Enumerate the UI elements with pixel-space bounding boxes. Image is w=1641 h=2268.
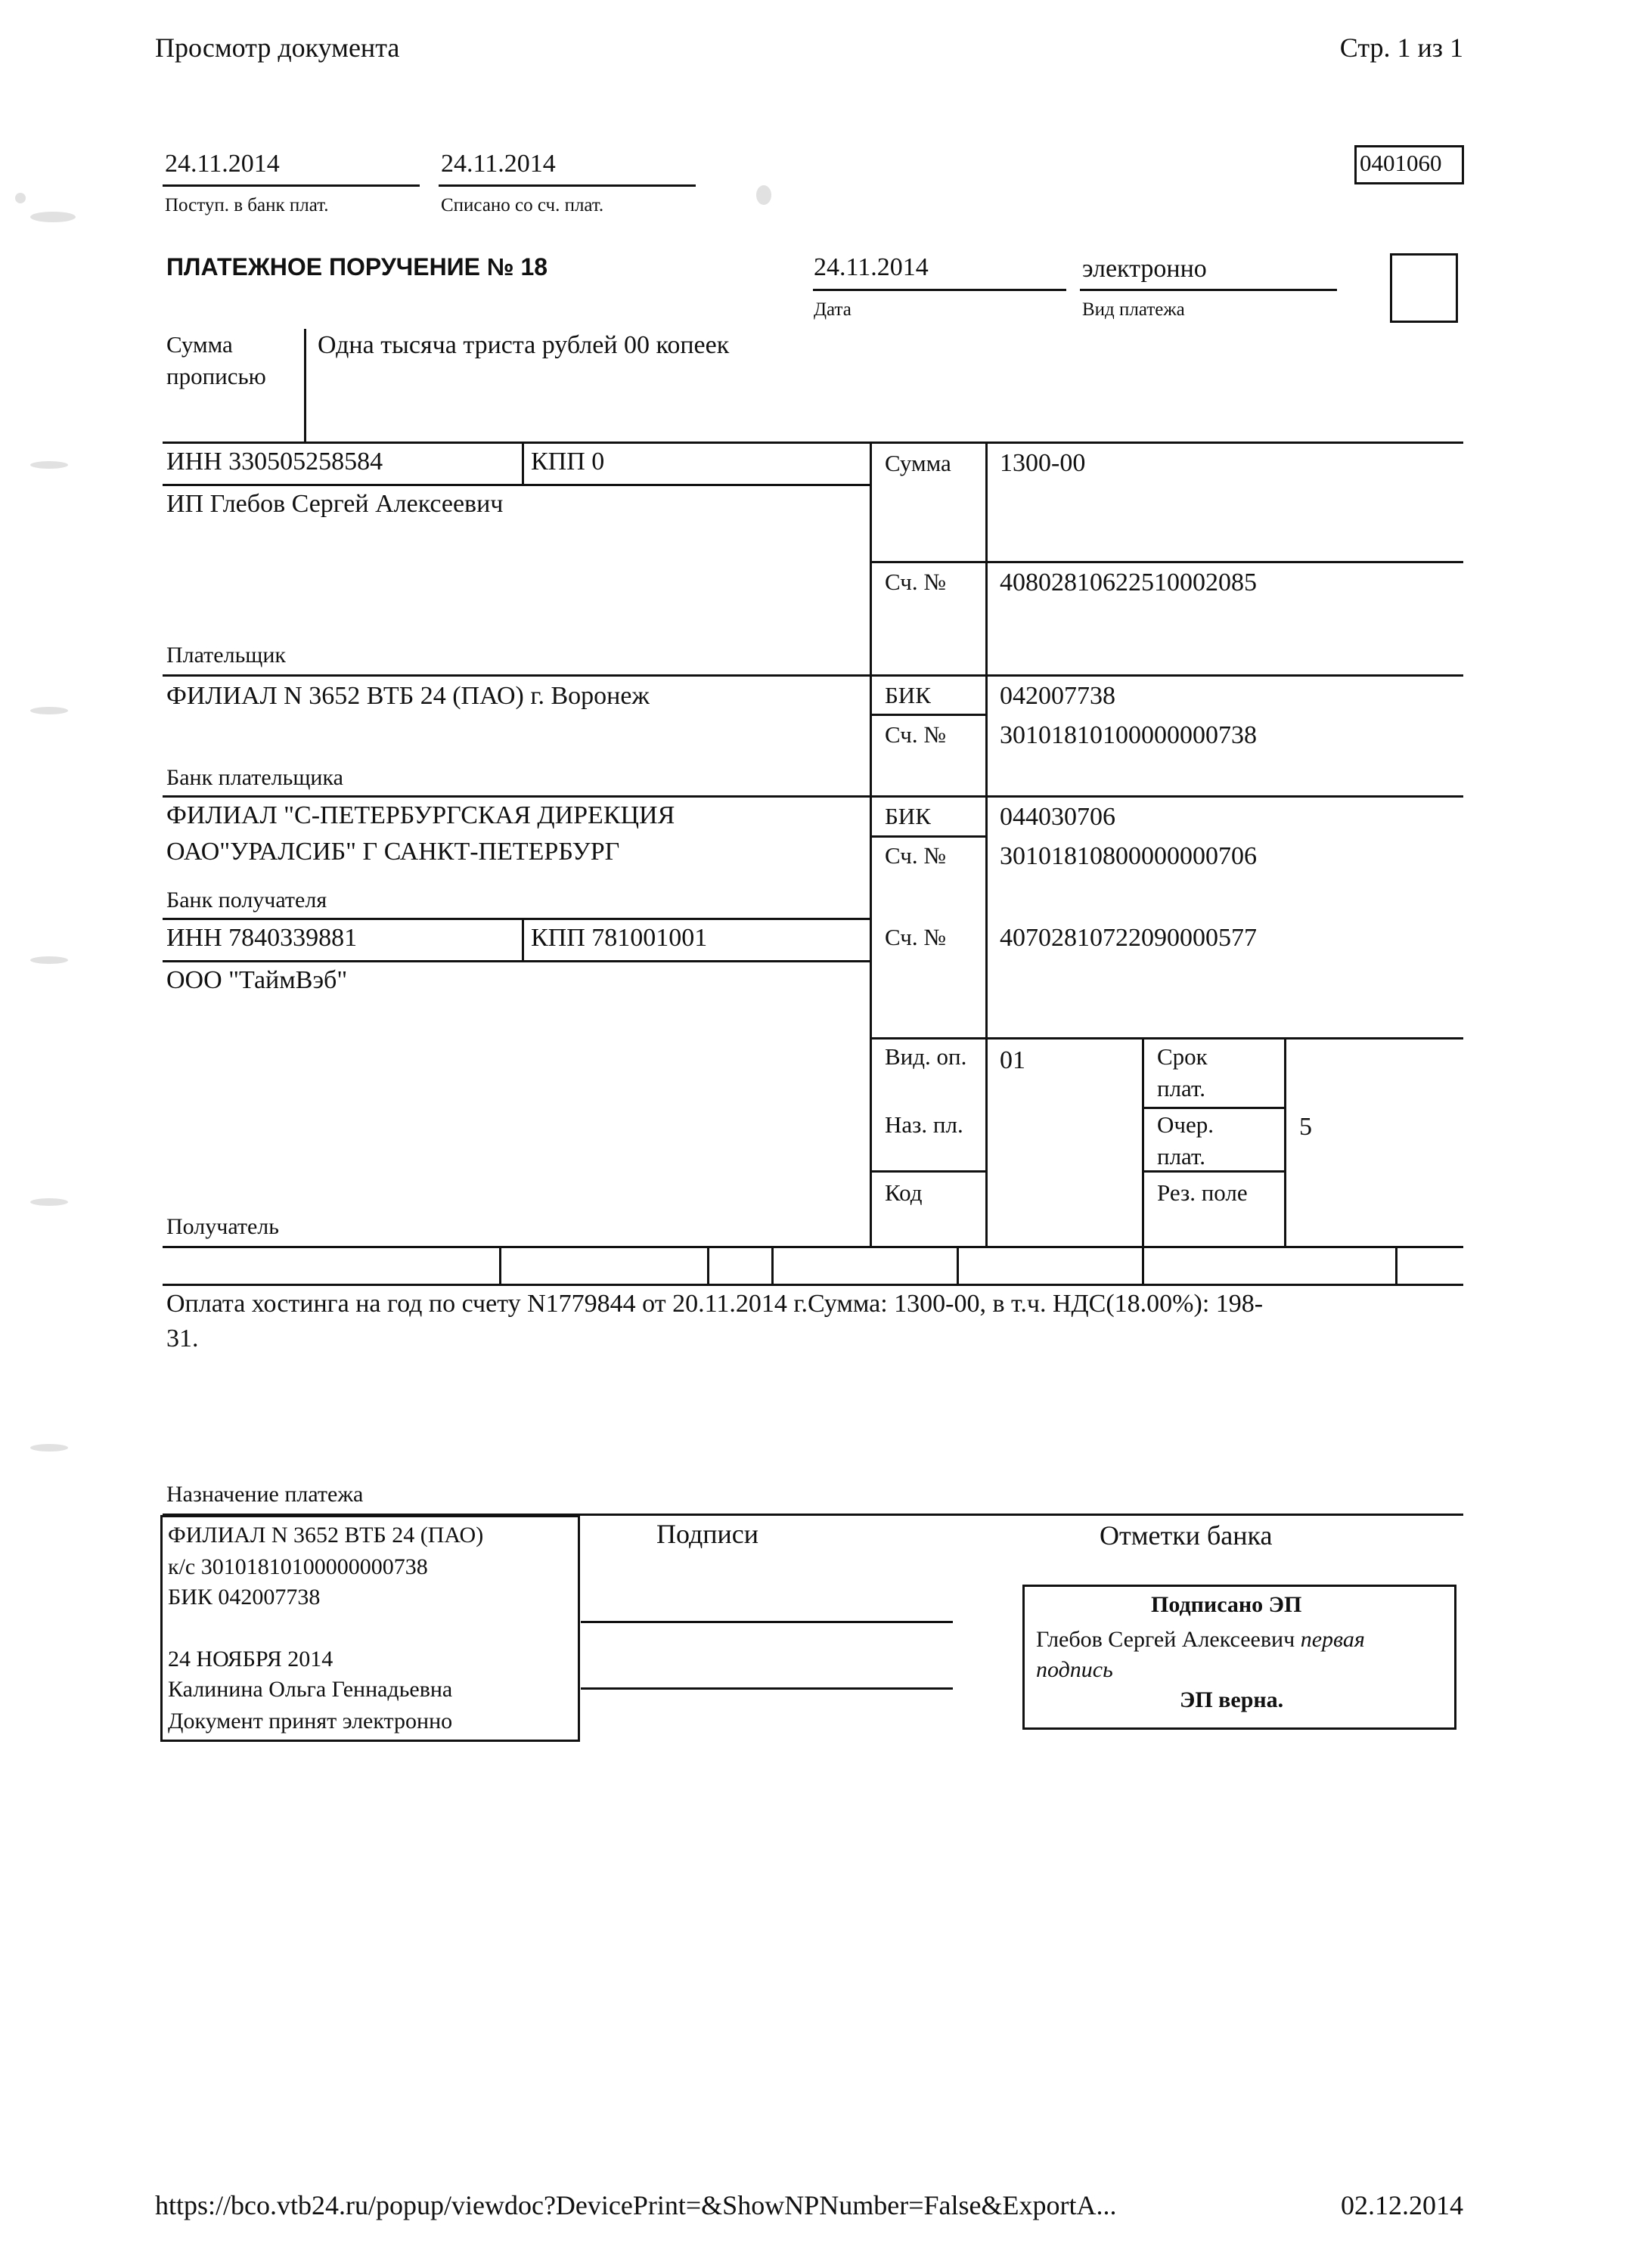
ep-sig-note-2: подпись [1036,1657,1113,1682]
scan-smudge [15,193,26,203]
table-line [870,1037,1463,1040]
payee-bank-account: 30101810800000000706 [1000,842,1257,870]
ep-signer-name: Глебов Сергей Алексеевич [1036,1627,1295,1652]
bank-stamp-line3: БИК 042007738 [168,1585,321,1610]
debited-date: 24.11.2014 [441,150,556,178]
vid-op-value: 01 [1000,1046,1025,1074]
table-vline [1395,1246,1397,1284]
debited-date-line [439,184,696,187]
table-line [163,1246,1463,1248]
table-line [870,835,987,838]
payee-bank-label: Банк получателя [166,888,327,912]
bank-stamp-line2: к/с 30101810100000000738 [168,1554,428,1579]
form-date: 24.11.2014 [814,253,929,281]
payer-kpp: КПП 0 [531,448,605,476]
payee-inn: ИНН 7840339881 [166,924,358,952]
table-line [870,714,987,716]
payer-account-label: Сч. № [885,569,946,595]
amount-words-label-1: Сумма [166,331,233,358]
rez-pole-label: Рез. поле [1157,1179,1248,1206]
payer-account: 40802810622510002085 [1000,569,1257,596]
purpose-line2: 31. [166,1325,199,1352]
payee-bank-account-label: Сч. № [885,842,946,869]
table-line [163,960,870,962]
payee-bank-bik-label: БИК [885,803,931,829]
ocher-value: 5 [1299,1113,1312,1141]
table-line [163,484,870,486]
scan-smudge [30,956,68,964]
payee-name: ООО "ТаймВэб" [166,966,348,994]
ep-signed-title: Подписано ЭП [1151,1592,1302,1617]
table-line [163,795,1463,798]
payer-bank-account-label: Сч. № [885,721,946,748]
signature-line [581,1687,953,1690]
vid-op-label: Вид. оп. [885,1043,967,1070]
amount-words: Одна тысяча триста рублей 00 копеек [318,331,730,359]
form-code: 0401060 [1360,150,1442,176]
table-vline [985,442,988,1246]
scan-smudge [30,461,68,469]
payer-bank-bik: 042007738 [1000,682,1115,710]
payment-type-line [1080,289,1337,291]
table-vline [771,1246,774,1284]
bank-stamp-box [160,1515,580,1742]
received-label: Поступ. в банк плат. [165,195,329,215]
table-line [1142,1170,1286,1173]
payee-account: 40702810722090000577 [1000,924,1257,952]
page-indicator: Стр. 1 из 1 [1339,33,1463,63]
debited-label: Списано со сч. плат. [441,195,604,215]
signature-line [581,1621,953,1623]
payment-type: электронно [1082,255,1207,283]
table-line [163,918,870,920]
ocher-label-2: плат. [1157,1143,1205,1170]
ep-sig-note-1: первая [1300,1627,1365,1652]
table-line [870,1170,987,1173]
naz-pl-label: Наз. пл. [885,1111,963,1138]
bank-stamp-line4: 24 НОЯБРЯ 2014 [168,1647,333,1672]
ep-verdict: ЭП верна. [1180,1687,1284,1712]
bank-marks-label: Отметки банка [1100,1520,1273,1551]
table-vline [1284,1037,1286,1246]
table-line [163,1284,1463,1286]
payee-kpp: КПП 781001001 [531,924,708,952]
table-vline [499,1246,501,1284]
payee-account-label: Сч. № [885,924,946,950]
amount-label: Сумма [885,450,951,476]
scan-smudge [30,212,76,222]
table-vline [522,442,524,484]
ocher-label-1: Очер. [1157,1111,1214,1138]
table-line [870,561,1463,563]
received-date-line [163,184,420,187]
payee-bank-name-line1: ФИЛИАЛ "С-ПЕТЕРБУРГСКАЯ ДИРЕКЦИЯ [166,801,675,829]
table-line [1142,1107,1286,1109]
received-date: 24.11.2014 [165,150,280,178]
ep-signer [1036,1627,1365,1653]
footer-date: 02.12.2014 [1341,2190,1463,2220]
kod-label: Код [885,1179,923,1206]
table-vline [1142,1246,1144,1284]
table-vline [522,918,524,960]
bank-stamp-line5: Калинина Ольга Геннадьевна [168,1677,453,1702]
table-vline [870,442,872,1246]
amount-words-label-2: прописью [166,363,266,389]
payment-type-label: Вид платежа [1082,299,1185,320]
scan-smudge [30,707,68,714]
table-vline [957,1246,959,1284]
signatures-label: Подписи [656,1519,759,1549]
checkbox-empty [1390,253,1458,323]
payer-label: Плательщик [166,643,286,668]
scan-smudge [756,185,771,205]
table-line [163,442,1463,444]
payer-bank-account: 30101810100000000738 [1000,721,1257,749]
payer-bank-label: Банк плательщика [166,765,343,790]
amount-words-divider [304,329,306,442]
payer-name: ИП Глебов Сергей Алексеевич [166,490,504,518]
browser-page-title: Просмотр документа [155,33,400,63]
scan-smudge [30,1198,68,1206]
payer-inn: ИНН 330505258584 [166,448,383,476]
bank-stamp-line6: Документ принят электронно [168,1709,453,1734]
payee-label: Получатель [166,1214,279,1239]
purpose-line1: Оплата хостинга на год по счету N1779844 от 20.11.2014 г.Сумма: 1300-00, в т.ч. НДС(18.00%): 198- [166,1290,1264,1318]
table-vline [1142,1037,1144,1246]
scan-smudge [30,1444,68,1452]
purpose-label: Назначение платежа [166,1482,364,1507]
table-line [163,674,1463,677]
amount-value: 1300-00 [1000,449,1086,477]
srok-label-1: Срок [1157,1043,1208,1070]
form-date-line [813,289,1066,291]
form-date-label: Дата [814,299,852,320]
payer-bank-bik-label: БИК [885,682,931,708]
form-title: ПЛАТЕЖНОЕ ПОРУЧЕНИЕ № 18 [166,253,548,280]
payee-bank-name-line2: ОАО"УРАЛСИБ" Г САНКТ-ПЕТЕРБУРГ [166,838,620,866]
table-vline [707,1246,709,1284]
footer-url: https://bco.vtb24.ru/popup/viewdoc?DevicePrint=&ShowNPNumber=False&ExportA... [155,2190,1117,2220]
payer-bank-name: ФИЛИАЛ N 3652 ВТБ 24 (ПАО) г. Воронеж [166,682,650,710]
srok-label-2: плат. [1157,1075,1205,1101]
payee-bank-bik: 044030706 [1000,803,1115,831]
bank-stamp-line1: ФИЛИАЛ N 3652 ВТБ 24 (ПАО) [168,1523,484,1548]
